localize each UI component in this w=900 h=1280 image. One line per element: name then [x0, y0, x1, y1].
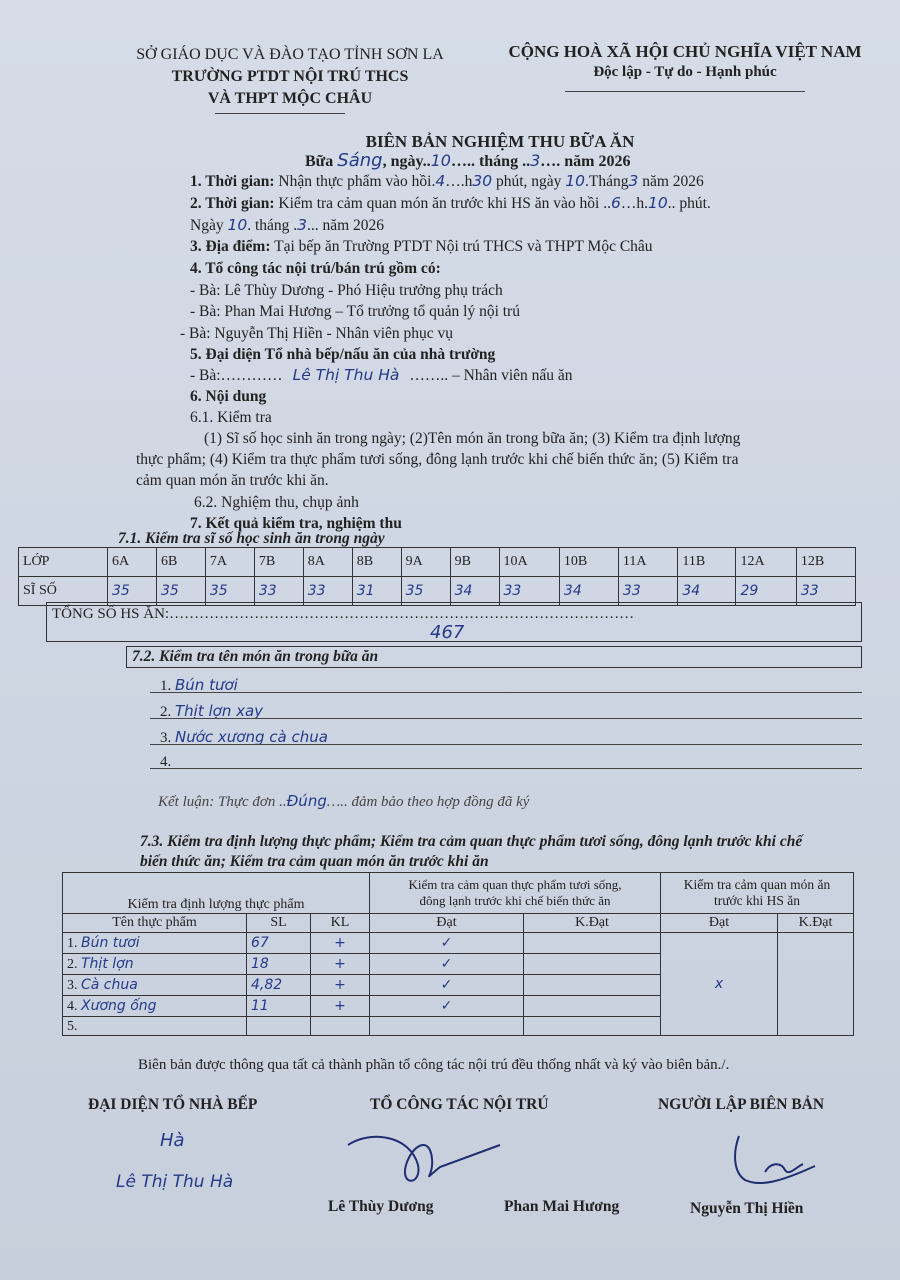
item-6-1-p3: cảm quan món ăn trước khi ăn. [136, 472, 329, 489]
food-name-cell: 2. Thịt lợn [63, 954, 247, 975]
meal-day: 10 [430, 151, 451, 170]
class-row [19, 548, 856, 577]
col-fresh-pass: Đạt [370, 914, 524, 933]
dept-name: SỞ GIÁO DỤC VÀ ĐÀO TẠO TỈNH SƠN LA [136, 46, 444, 63]
team-member-1: Lê Thùy Dương [328, 1198, 434, 1215]
fresh-pass-cell: ✓ [370, 954, 524, 975]
agreement-text: Biên bản được thông qua tất cả thành phần tổ công tác nội trú đều thống nhất và ký vào biên bản./. [138, 1057, 730, 1073]
document-title: BIÊN BẢN NGHIỆM THU BỮA ĂN [365, 132, 635, 151]
count-cell: 34 [450, 577, 499, 606]
section-7-1-title: 7.1. Kiểm tra sĩ số học sinh ăn trong ngày [118, 530, 385, 547]
total-value: 467 [430, 622, 465, 643]
kitchen-rep-name-handwritten: Lê Thị Thu Hà [116, 1172, 234, 1192]
dish-pass-cell: x [661, 933, 778, 1036]
kitchen-signature: Hà [160, 1130, 185, 1151]
member-3: - Bà: Nguyễn Thị Hiền - Nhân viên phục vụ [180, 325, 454, 342]
conclusion-value: Đúng [286, 792, 327, 810]
class-cell: 12B [796, 548, 855, 577]
author-title: NGƯỜI LẬP BIÊN BẢN [658, 1096, 825, 1113]
table-subheader-row [63, 914, 854, 933]
dish-line [150, 744, 862, 745]
fresh-pass-cell: ✓ [370, 975, 524, 996]
kitchen-rep: - Bà:………… Lê Thị Thu Hà …….. – Nhân viên nấu ăn [190, 366, 573, 384]
motto-underline [565, 91, 805, 92]
section-7-3-title-2: biến thức ăn; Kiểm tra cảm quan món ăn trước khi ăn [140, 853, 489, 870]
team-title: TỔ CÔNG TÁC NỘI TRÚ [370, 1096, 549, 1113]
col-group-fresh-check: Kiểm tra cảm quan thực phẩm tươi sống, đông lạnh trước khi chế biến thức ăn [370, 873, 661, 914]
count-cell: 29 [736, 577, 796, 606]
dish-line [150, 768, 862, 769]
dish-item: 2. Thịt lợn xay [160, 702, 264, 720]
col-dish-pass: Đạt [661, 914, 778, 933]
col-weight: KL [311, 914, 370, 933]
total-label: TỔNG SỐ HS ĂN:………………………………………………………………………………… [52, 606, 635, 622]
item-6-1-p2: thực phẩm; (4) Kiểm tra thực phẩm tươi sống, đông lạnh trước khi chế biến thức ăn; (5) Kiểm tra [136, 451, 739, 468]
weight-cell: + [311, 933, 370, 954]
class-cell: 6A [108, 548, 157, 577]
dish-line [150, 718, 862, 719]
table-row [63, 933, 854, 954]
section-7-3-title-1: 7.3. Kiểm tra định lượng thực phẩm; Kiểm tra cảm quan thực phẩm tươi sống, đông lạnh trước khi chế [140, 833, 803, 850]
dish-name: Bún tươi [175, 676, 238, 694]
count-cell: 34 [559, 577, 618, 606]
class-cell: 8A [303, 548, 352, 577]
class-cell: 8B [352, 548, 401, 577]
count-cell: 33 [796, 577, 855, 606]
fresh-pass-cell [370, 1017, 524, 1036]
dish-fail-cell [778, 933, 854, 1036]
dish-name: Nước xương cà chua [175, 728, 328, 746]
meal-name: Sáng [337, 150, 383, 171]
count-cell: 35 [205, 577, 254, 606]
item-6-1: 6.1. Kiểm tra [190, 409, 272, 426]
fresh-fail-cell [524, 954, 661, 975]
fresh-fail-cell [524, 975, 661, 996]
item-2-date: Ngày 10. tháng .3... năm 2026 [190, 216, 385, 234]
dish-line [150, 692, 862, 693]
fresh-pass-cell: ✓ [370, 933, 524, 954]
food-name-cell: 5. [63, 1017, 247, 1036]
class-cell: 7A [205, 548, 254, 577]
country-name: CỘNG HOÀ XÃ HỘI CHỦ NGHĨA VIỆT NAM [508, 42, 862, 61]
count-cell: 35 [108, 577, 157, 606]
author-name: Nguyễn Thị Hiền [690, 1200, 804, 1217]
count-cell: 33 [254, 577, 303, 606]
weight-cell: + [311, 996, 370, 1017]
food-name-cell: 1. Bún tươi [63, 933, 247, 954]
item-3: 3. Địa điểm: Tại bếp ăn Trường PTDT Nội trú THCS và THPT Mộc Châu [190, 238, 653, 255]
col-fresh-fail: K.Đạt [524, 914, 661, 933]
quantity-cell: 11 [247, 996, 311, 1017]
kitchen-rep-name: Lê Thị Thu Hà [292, 366, 400, 384]
food-name-cell: 4. Xương ống [63, 996, 247, 1017]
menu-conclusion: Kết luận: Thực đơn ..Đúng….. đảm bảo theo hợp đồng đã ký [158, 792, 530, 810]
item-7: 7. Kết quả kiểm tra, nghiệm thu [190, 515, 402, 532]
count-cell: 35 [401, 577, 450, 606]
class-cell: 12A [736, 548, 796, 577]
dish-name: Thịt lợn xay [175, 702, 264, 720]
class-cell: 6B [156, 548, 205, 577]
food-check-table [62, 872, 854, 1036]
dish-item: 1. Bún tươi [160, 676, 238, 694]
count-cell: 33 [618, 577, 677, 606]
member-2: - Bà: Phan Mai Hương – Tổ trưởng tổ quản lý nội trú [190, 303, 520, 320]
meal-month: 3 [530, 151, 541, 170]
weight-cell [311, 1017, 370, 1036]
col-food-name: Tên thực phẩm [63, 914, 247, 933]
food-name-cell: 3. Cà chua [63, 975, 247, 996]
item-4: 4. Tổ công tác nội trú/bán trú gồm có: [190, 260, 441, 277]
class-cell: 10B [559, 548, 618, 577]
item-6: 6. Nội dung [190, 388, 267, 405]
fresh-fail-cell [524, 996, 661, 1017]
team-signature [340, 1125, 510, 1195]
fresh-pass-cell: ✓ [370, 996, 524, 1017]
member-1: - Bà: Lê Thùy Dương - Phó Hiệu trưởng phụ trách [190, 282, 503, 299]
class-cell: 9A [401, 548, 450, 577]
class-cell: 11B [678, 548, 736, 577]
col-quantity: SL [247, 914, 311, 933]
meal-line: Bữa Sáng, ngày..10….. tháng ..3…. năm 2026 [305, 150, 631, 171]
item-1: 1. Thời gian: Nhận thực phẩm vào hồi.4….h30 phút, ngày 10.Tháng3 năm 2026 [190, 172, 704, 190]
section-7-2-title: 7.2. Kiểm tra tên món ăn trong bữa ăn [132, 648, 379, 665]
col-dish-fail: K.Đạt [778, 914, 854, 933]
dish-item: 4. [160, 754, 172, 770]
class-cell: 11A [618, 548, 677, 577]
item-5: 5. Đại diện Tổ nhà bếp/nấu ăn của nhà trường [190, 346, 496, 363]
weight-cell: + [311, 954, 370, 975]
quantity-cell [247, 1017, 311, 1036]
school-name-1: TRƯỜNG PTDT NỘI TRÚ THCS [171, 68, 409, 85]
class-count-table [18, 547, 856, 606]
item-6-2: 6.2. Nghiệm thu, chụp ảnh [194, 494, 359, 511]
count-cell: 33 [303, 577, 352, 606]
motto: Độc lập - Tự do - Hạnh phúc [593, 64, 777, 80]
class-row-label: LỚP [19, 548, 108, 577]
class-cell: 9B [450, 548, 499, 577]
count-cell: 34 [678, 577, 736, 606]
kitchen-rep-title: ĐẠI DIỆN TỔ NHÀ BẾP [88, 1096, 258, 1113]
class-cell: 7B [254, 548, 303, 577]
school-name-2: VÀ THPT MỘC CHÂU [207, 90, 373, 107]
weight-cell: + [311, 975, 370, 996]
quantity-cell: 67 [247, 933, 311, 954]
item-6-1-p1: (1) Sĩ số học sinh ăn trong ngày; (2)Tên món ăn trong bữa ăn; (3) Kiểm tra định lượng [204, 430, 741, 447]
team-member-2: Phan Mai Hương [504, 1198, 620, 1215]
fresh-fail-cell [524, 1017, 661, 1036]
quantity-cell: 4,82 [247, 975, 311, 996]
col-group-quantity: Kiểm tra định lượng thực phẩm [63, 873, 370, 914]
dish-item: 3. Nước xương cà chua [160, 728, 328, 746]
quantity-cell: 18 [247, 954, 311, 975]
class-cell: 10A [499, 548, 559, 577]
count-cell: 33 [499, 577, 559, 606]
fresh-fail-cell [524, 933, 661, 954]
school-underline [215, 113, 345, 114]
author-signature [725, 1132, 825, 1192]
count-cell: 31 [352, 577, 401, 606]
table-header-row [63, 873, 854, 914]
col-group-dish-check: Kiểm tra cảm quan món ăn trước khi HS ăn [661, 873, 854, 914]
count-cell: 35 [156, 577, 205, 606]
count-row-label: SĨ SỐ [19, 577, 108, 606]
item-2: 2. Thời gian: Kiểm tra cảm quan món ăn trước khi HS ăn vào hồi ..6…h.10.. phút. [190, 194, 711, 212]
